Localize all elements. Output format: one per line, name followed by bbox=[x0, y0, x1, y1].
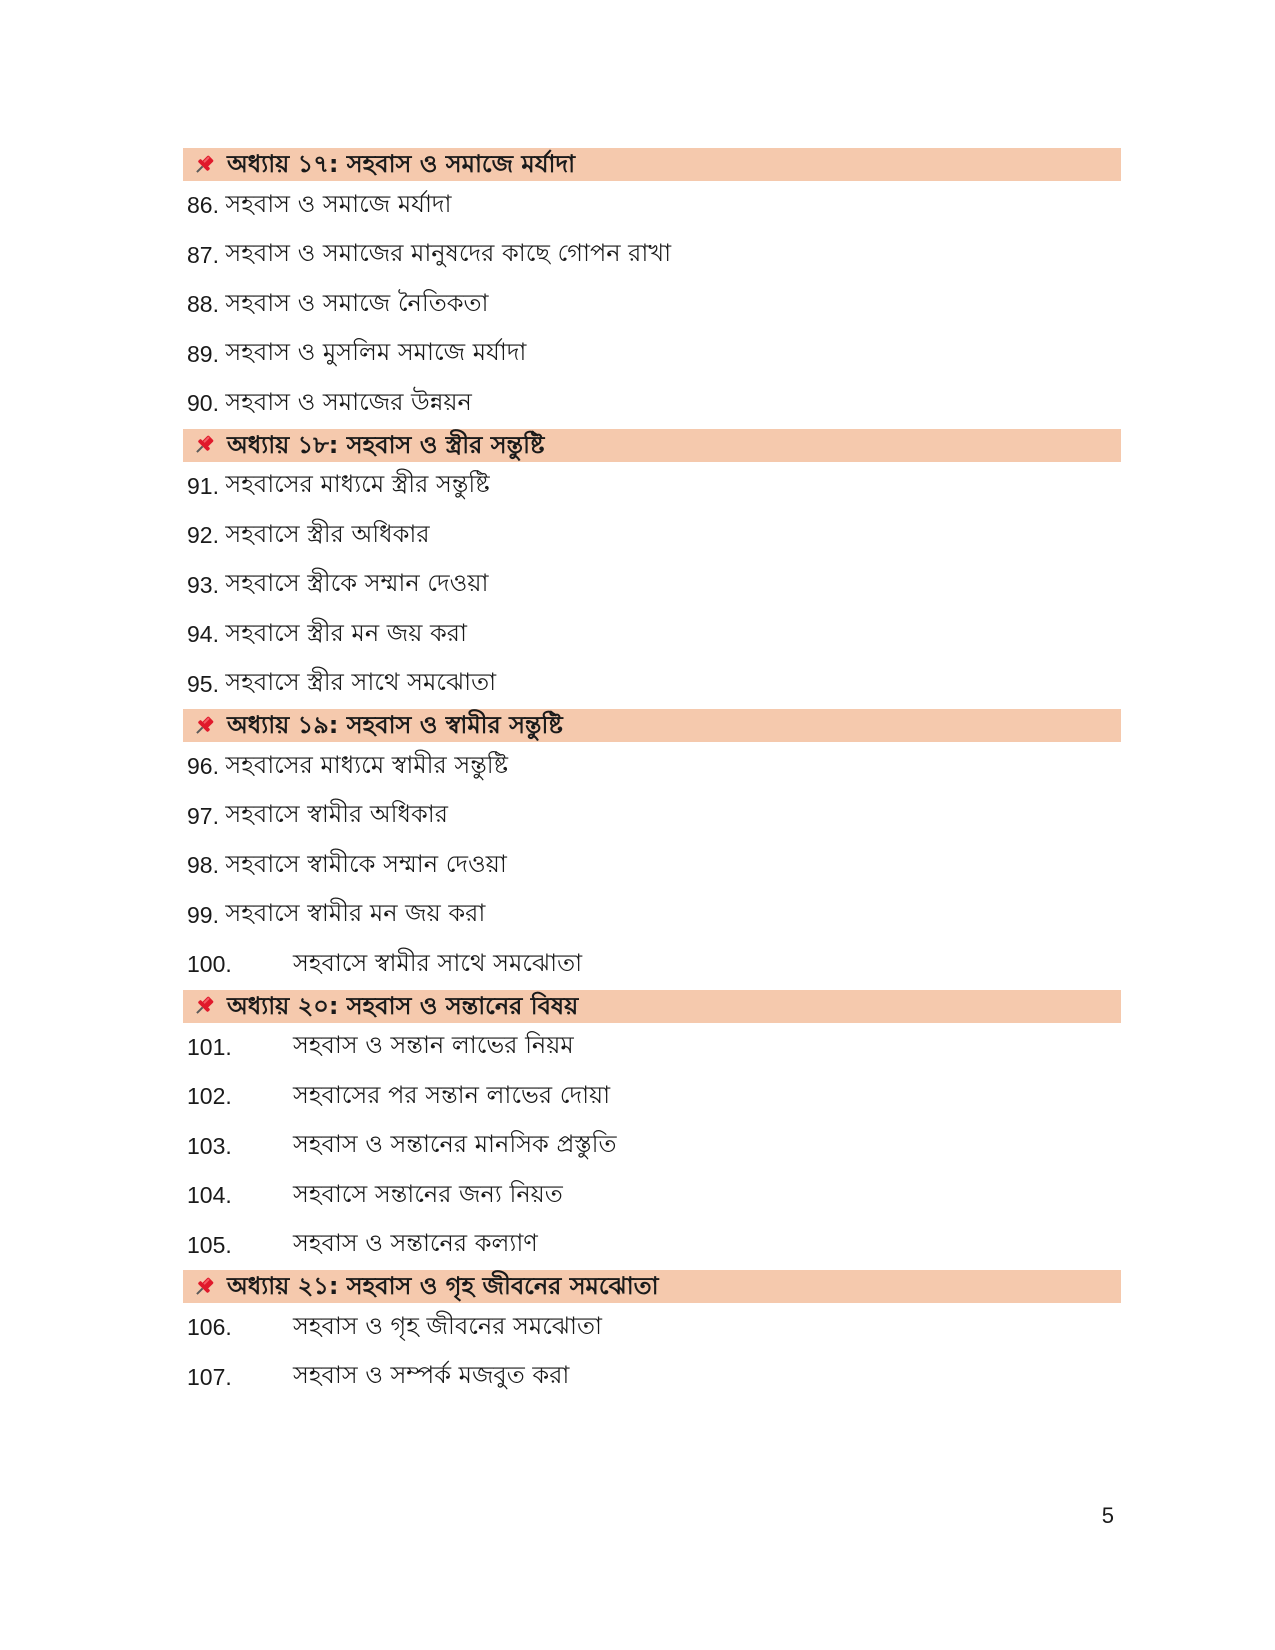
entry-title: সহবাসে স্ত্রীর সাথে সমঝোতা bbox=[225, 668, 497, 697]
entry-number: 90. bbox=[187, 390, 219, 417]
entry-number: 106. bbox=[187, 1314, 232, 1341]
pushpin-icon bbox=[191, 993, 217, 1019]
toc-entry bbox=[183, 660, 1121, 710]
chapter-header bbox=[183, 1270, 1121, 1303]
toc-entry bbox=[183, 1023, 1121, 1073]
entry-title: সহবাস ও সন্তান লাভের নিয়ম bbox=[293, 1031, 574, 1060]
entry-number: 89. bbox=[187, 340, 219, 367]
entry-number: 91. bbox=[187, 472, 219, 499]
toc-entry bbox=[183, 1171, 1121, 1221]
entry-title: সহবাসের পর সন্তান লাভের দোয়া bbox=[293, 1080, 611, 1109]
chapter-title: অধ্যায় ২০: সহবাস ও সন্তানের বিষয় bbox=[227, 991, 579, 1020]
toc-entry bbox=[183, 181, 1121, 231]
chapter-header bbox=[183, 148, 1121, 181]
page-number: 5 bbox=[1101, 1503, 1114, 1528]
toc-entry bbox=[183, 940, 1121, 990]
entry-title: সহবাসে স্বামীর মন জয় করা bbox=[225, 899, 486, 928]
entry-title: সহবাসে স্বামীর অধিকার bbox=[225, 800, 448, 829]
entry-number: 86. bbox=[187, 192, 219, 219]
entry-number: 102. bbox=[187, 1083, 232, 1110]
entry-title: সহবাস ও সমাজের উন্নয়ন bbox=[225, 387, 472, 416]
pushpin-icon bbox=[191, 432, 217, 458]
entry-number: 100. bbox=[187, 951, 232, 978]
chapter-section bbox=[183, 990, 1121, 1271]
toc-entry bbox=[183, 379, 1121, 429]
entry-number: 105. bbox=[187, 1231, 232, 1258]
toc-entry bbox=[183, 561, 1121, 611]
entry-title: সহবাসের মাধ্যমে স্ত্রীর সন্তুষ্টি bbox=[225, 470, 490, 499]
chapter-section bbox=[183, 148, 1121, 429]
entry-number: 87. bbox=[187, 241, 219, 268]
chapter-title: অধ্যায় ১৭: সহবাস ও সমাজে মর্যাদা bbox=[227, 150, 576, 178]
toc-entry bbox=[183, 792, 1121, 842]
chapter-header bbox=[183, 429, 1121, 462]
entry-title: সহবাস ও সমাজে নৈতিকতা bbox=[225, 288, 489, 317]
toc-entry bbox=[183, 1221, 1121, 1271]
entry-number: 97. bbox=[187, 802, 219, 829]
entry-number: 101. bbox=[187, 1033, 232, 1060]
chapter-header bbox=[183, 990, 1121, 1023]
toc-entry bbox=[183, 891, 1121, 941]
chapter-title: অধ্যায় ১৮: সহবাস ও স্ত্রীর সন্তুষ্টি bbox=[227, 430, 545, 459]
toc-entry bbox=[183, 610, 1121, 660]
entry-number: 104. bbox=[187, 1182, 232, 1209]
toc-entry bbox=[183, 1072, 1121, 1122]
entry-number: 88. bbox=[187, 291, 219, 318]
toc-entry bbox=[183, 742, 1121, 792]
entry-title: সহবাসের মাধ্যমে স্বামীর সন্তুষ্টি bbox=[225, 750, 509, 779]
toc-entry bbox=[183, 231, 1121, 281]
entry-title: সহবাসে স্ত্রীর মন জয় করা bbox=[225, 618, 467, 647]
entry-title: সহবাস ও সন্তানের কল্যাণ bbox=[293, 1229, 538, 1258]
table-of-contents bbox=[183, 148, 1121, 1402]
chapter-section bbox=[183, 429, 1121, 710]
entry-title: সহবাস ও গৃহ জীবনের সমঝোতা bbox=[293, 1311, 602, 1340]
entry-number: 96. bbox=[187, 753, 219, 780]
entry-title: সহবাসে স্বামীকে সম্মান দেওয়া bbox=[225, 849, 507, 878]
entry-number: 93. bbox=[187, 571, 219, 598]
entry-number: 92. bbox=[187, 522, 219, 549]
chapter-title: অধ্যায় ২১: সহবাস ও গৃহ জীবনের সমঝোতা bbox=[227, 1272, 659, 1300]
entry-title: সহবাস ও সমাজে মর্যাদা bbox=[225, 189, 452, 218]
chapter-section bbox=[183, 709, 1121, 990]
entry-number: 95. bbox=[187, 670, 219, 697]
entry-number: 107. bbox=[187, 1363, 232, 1390]
chapter-section bbox=[183, 1270, 1121, 1402]
entry-number: 98. bbox=[187, 852, 219, 879]
entry-title: সহবাসে সন্তানের জন্য নিয়ত bbox=[293, 1179, 563, 1208]
toc-entry bbox=[183, 841, 1121, 891]
entry-title: সহবাস ও সমাজের মানুষদের কাছে গোপন রাখা bbox=[225, 239, 672, 268]
entry-number: 99. bbox=[187, 901, 219, 928]
entry-title: সহবাসে স্ত্রীকে সম্মান দেওয়া bbox=[225, 569, 489, 598]
entry-title: সহবাস ও সন্তানের মানসিক প্রস্তুতি bbox=[293, 1130, 617, 1159]
pushpin-icon bbox=[191, 713, 217, 739]
pushpin-icon bbox=[191, 1274, 217, 1300]
entry-title: সহবাসে স্ত্রীর অধিকার bbox=[225, 519, 430, 548]
toc-entry bbox=[183, 511, 1121, 561]
entry-number: 94. bbox=[187, 621, 219, 648]
pushpin-icon bbox=[191, 152, 217, 178]
toc-entry bbox=[183, 1353, 1121, 1403]
entry-title: সহবাস ও সম্পর্ক মজবুত করা bbox=[293, 1361, 570, 1390]
entry-number: 103. bbox=[187, 1132, 232, 1159]
entry-title: সহবাসে স্বামীর সাথে সমঝোতা bbox=[293, 948, 583, 977]
chapter-header bbox=[183, 709, 1121, 742]
chapter-title: অধ্যায় ১৯: সহবাস ও স্বামীর সন্তুষ্টি bbox=[227, 711, 563, 739]
toc-entry bbox=[183, 280, 1121, 330]
toc-entry bbox=[183, 330, 1121, 380]
entry-title: সহবাস ও মুসলিম সমাজে মর্যাদা bbox=[225, 338, 527, 367]
toc-entry bbox=[183, 1303, 1121, 1353]
toc-entry bbox=[183, 462, 1121, 512]
toc-entry bbox=[183, 1122, 1121, 1172]
